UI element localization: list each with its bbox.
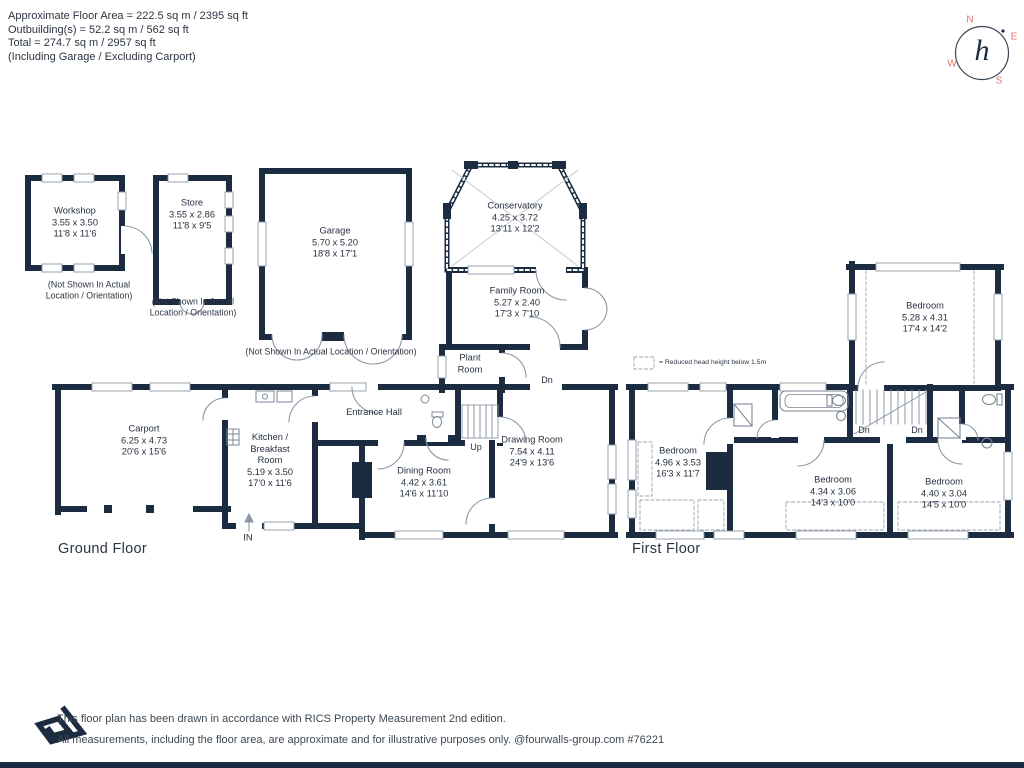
store-location-note bbox=[150, 297, 237, 320]
room-dim-metric: 5.28 x 4.31 bbox=[901, 312, 949, 323]
room-name: Carport bbox=[128, 423, 160, 434]
room-dim-metric: 5.70 x 5.20 bbox=[311, 237, 359, 248]
area-summary-line: (Including Garage / Excluding Carport) bbox=[8, 50, 196, 63]
room-dim-imperial: 16'3 x 11'7 bbox=[656, 468, 700, 479]
room-dim-metric: 3.55 x 3.50 bbox=[51, 217, 99, 228]
area-summary-line: Total = 274.7 sq m / 2957 sq ft bbox=[8, 37, 156, 50]
note-line: (Not Shown In Actual bbox=[151, 296, 235, 307]
room-label-kitchen bbox=[240, 432, 300, 490]
room-dim-imperial: 11'8 x 9'5 bbox=[172, 220, 212, 231]
room-name: Workshop bbox=[54, 205, 96, 216]
note-line: (Not Shown In Actual Location / Orientation) bbox=[245, 346, 417, 357]
room-label-plant-room bbox=[448, 352, 492, 375]
room-dim-imperial: 14'6 x 11'10 bbox=[399, 488, 449, 499]
room-dim-imperial: 17'4 x 14'2 bbox=[902, 323, 948, 334]
room-dim-imperial: 17'0 x 11'6 bbox=[248, 478, 292, 489]
note-line: Location / Orientation) bbox=[45, 291, 133, 301]
room-label-drawing-room bbox=[501, 435, 562, 470]
room-label-bedroom-right bbox=[921, 477, 967, 512]
room-dim-metric: 3.55 x 2.86 bbox=[168, 209, 216, 220]
area-summary bbox=[8, 10, 248, 64]
area-summary-line: Approximate Floor Area = 222.5 sq m / 2395 sq ft bbox=[8, 10, 248, 22]
room-name: Garage bbox=[319, 225, 351, 236]
room-dim-imperial: 11'8 x 11'6 bbox=[53, 228, 97, 239]
room-label-conservatory bbox=[487, 201, 542, 236]
room-name: Drawing Room bbox=[501, 434, 563, 445]
compass-east-label: E bbox=[1010, 31, 1018, 43]
disclaimer-line: This floor plan has been drawn in accordance with RICS Property Measurement 2nd edition. bbox=[57, 713, 506, 725]
room-dim-metric: 5.27 x 2.40 bbox=[493, 297, 541, 308]
room-label-entrance-hall bbox=[346, 407, 402, 419]
room-name: Bedroom bbox=[925, 476, 963, 487]
room-dim-metric: 4.42 x 3.61 bbox=[400, 477, 447, 488]
room-dim-imperial: 18'8 x 17'1 bbox=[312, 248, 358, 259]
note-line: (Not Shown In Actual bbox=[47, 279, 131, 290]
room-name: Bedroom bbox=[906, 300, 944, 311]
room-label-workshop bbox=[52, 206, 98, 241]
room-name: Store bbox=[180, 197, 204, 208]
room-label-garage bbox=[312, 226, 358, 261]
bottom-border-bar bbox=[0, 762, 1024, 768]
room-dim-metric: 4.34 x 3.06 bbox=[809, 486, 857, 497]
stairs-down-marker: Dn bbox=[911, 425, 923, 435]
room-name: Family Room bbox=[489, 285, 545, 296]
room-name: Conservatory bbox=[487, 200, 543, 211]
area-summary-line: Outbuilding(s) = 52.2 sq m / 562 sq ft bbox=[8, 23, 189, 36]
stairs-up-marker: Up bbox=[470, 442, 482, 452]
disclaimer-line: All measurements, including the floor area, are approximate and for illustrative purposes only. @fourwalls-group.com #76221 bbox=[57, 734, 665, 746]
room-dim-imperial: 20'6 x 15'6 bbox=[121, 446, 167, 457]
room-label-bedroom-left bbox=[655, 446, 701, 481]
room-dim-imperial: 17'3 x 7'10 bbox=[494, 308, 540, 319]
stairs-down-marker: Dn bbox=[858, 425, 870, 435]
stairs-down-marker: Dn bbox=[541, 375, 553, 385]
room-name: Kitchen / Breakfast Room bbox=[250, 431, 290, 466]
workshop-location-note bbox=[46, 280, 133, 303]
ground-floor-title: Ground Floor bbox=[58, 541, 148, 557]
room-label-store bbox=[169, 198, 215, 233]
compass-north-label: N bbox=[966, 14, 974, 26]
room-dim-metric: 4.25 x 3.72 bbox=[491, 212, 539, 223]
disclaimer bbox=[57, 709, 664, 751]
room-dim-metric: 4.40 x 3.04 bbox=[920, 488, 968, 499]
entry-marker: IN bbox=[243, 532, 253, 544]
room-dim-metric: 7.54 x 4.11 bbox=[509, 446, 555, 457]
compass-south-label: S bbox=[995, 75, 1003, 87]
garage-location-note bbox=[245, 346, 416, 357]
room-label-family-room bbox=[490, 286, 545, 321]
room-dim-imperial: 14'5 x 10'0 bbox=[921, 499, 967, 510]
room-dim-imperial: 24'9 x 13'6 bbox=[509, 457, 555, 468]
room-dim-imperial: 13'11 x 12'2 bbox=[490, 223, 540, 234]
room-dim-metric: 6.25 x 4.73 bbox=[120, 435, 168, 446]
room-name: Bedroom bbox=[659, 445, 697, 456]
room-name: Dining Room bbox=[397, 465, 451, 476]
room-dim-metric: 5.19 x 3.50 bbox=[246, 466, 293, 477]
room-name: Plant Room bbox=[457, 352, 483, 374]
room-label-bedroom-main bbox=[902, 301, 948, 336]
reduced-head-height-legend: = Reduced head height below 1.5m bbox=[659, 359, 767, 366]
room-dim-metric: 4.96 x 3.53 bbox=[654, 457, 702, 468]
room-label-bedroom-mid bbox=[810, 475, 856, 510]
room-name: Entrance Hall bbox=[346, 407, 402, 418]
compass-monogram: h bbox=[974, 34, 990, 67]
room-name: Bedroom bbox=[814, 474, 852, 485]
compass-west-label: W bbox=[947, 58, 957, 70]
room-label-carport bbox=[121, 424, 167, 459]
room-dim-imperial: 14'3 x 10'0 bbox=[810, 497, 856, 508]
note-line: Location / Orientation) bbox=[149, 308, 237, 318]
room-label-dining-room bbox=[397, 466, 451, 501]
first-floor-title: First Floor bbox=[632, 541, 701, 557]
